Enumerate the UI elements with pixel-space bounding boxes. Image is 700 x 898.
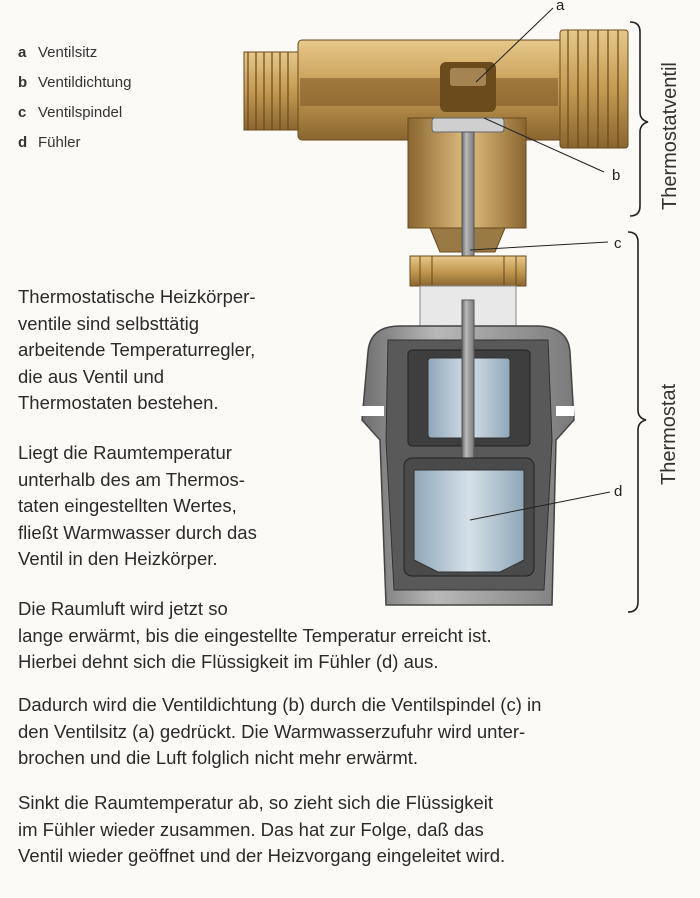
paragraph-4: Dadurch wird die Ventildichtung (b) durch die Ventilspindel (c) in den Ventilsitz (a) gedrückt. Die Warmwasserzufuhr wird unter- brochen und die Luft folglich nicht mehr erwärmt.	[18, 694, 542, 768]
legend-item-d: d Fühler	[18, 134, 81, 151]
paragraph-3: Die Raumluft wird jetzt so lange erwärmt, bis die eingestellte Temperatur erreicht ist. Hierbei dehnt sich die Flüssigkeit im Fühler (d) aus.	[18, 598, 492, 672]
paragraph-2: Liegt die Raumtemperatur unterhalb des am Thermos- taten eingestellten Wertes, fließt Warmwasser durch das Ventil in den Heizkörper.	[18, 442, 257, 569]
legend-item-a: a Ventilsitz	[18, 44, 98, 61]
callout-d: d	[614, 483, 623, 500]
legend-item-b: b Ventildichtung	[18, 74, 132, 91]
paragraph-5: Sinkt die Raumtemperatur ab, so zieht sich die Flüssigkeit im Fühler wieder zusammen. Das hat zur Folge, daß das Ventil wieder geöffnet und der Heizvorgang eingeleitet wird.	[18, 792, 506, 866]
callout-a: a	[556, 0, 565, 14]
valve-body	[244, 30, 628, 252]
legend-item-c: c Ventilspindel	[18, 104, 123, 121]
paragraph-1: Thermostatische Heizkörper- ventile sind selbsttätig arbeitende Temperaturregler, die aus Ventil und Thermostaten bestehen.	[18, 286, 256, 413]
section-braces	[628, 22, 648, 612]
callout-b: b	[612, 167, 621, 184]
thermostat-housing	[360, 300, 574, 605]
callout-c: c	[614, 235, 622, 252]
label-thermostat: Thermostat	[658, 383, 680, 485]
label-thermostatventil: Thermostatventil	[659, 62, 681, 210]
